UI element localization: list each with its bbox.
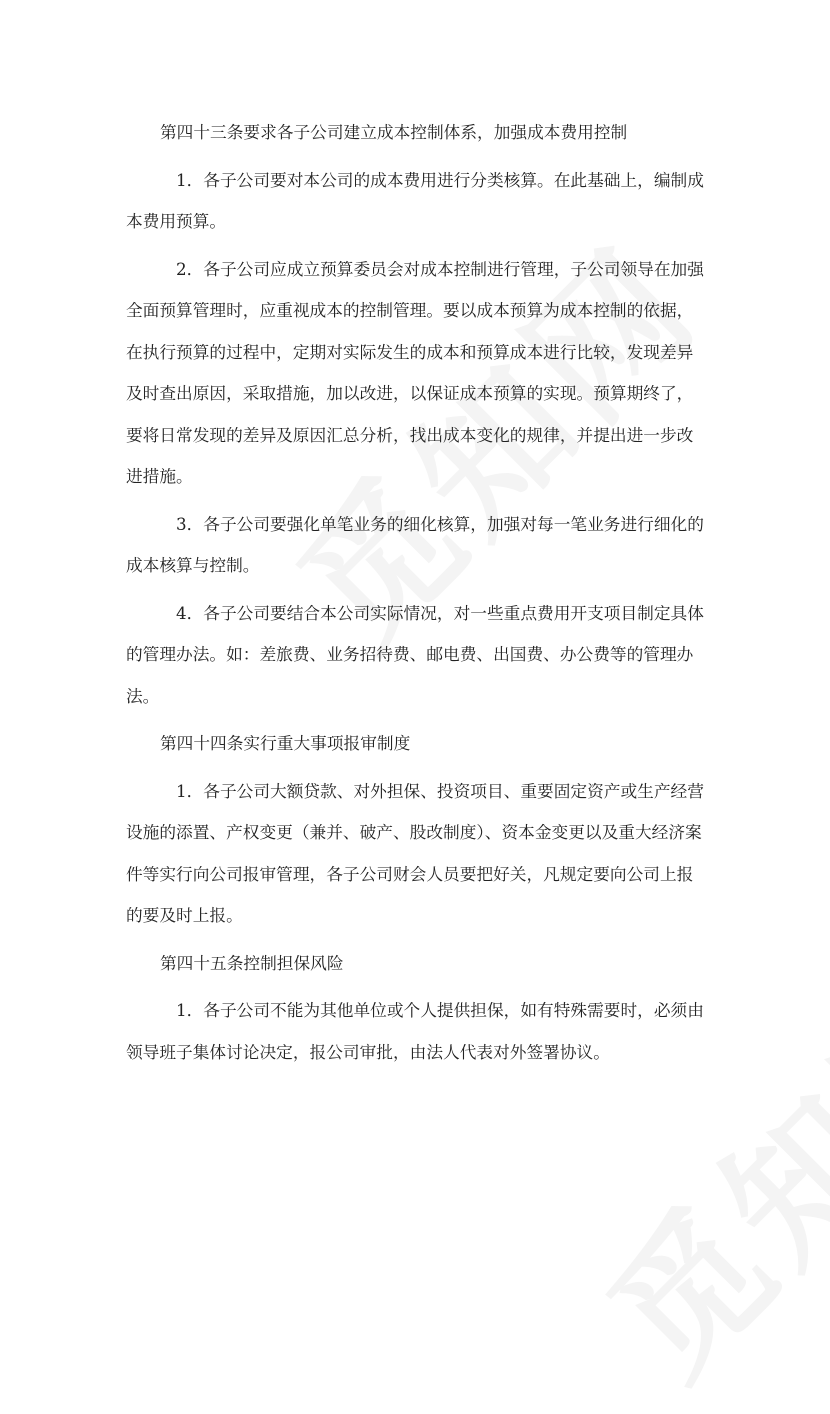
text-line: 成本核算与控制。	[126, 555, 260, 575]
article-45-item-1	[126, 990, 726, 1073]
article-45-heading	[126, 943, 726, 985]
text-line: 第四十四条实行重大事项报审制度	[160, 733, 411, 753]
text-line: 的要及时上报。	[126, 905, 243, 925]
article-43-heading	[126, 112, 726, 154]
text-line: 要将日常发现的差异及原因汇总分析，找出成本变化的规律，并提出进一步改	[126, 424, 694, 445]
text-line: 领导班子集体讨论决定，报公司审批，由法人代表对外签署协议。	[126, 1041, 610, 1062]
text-line: 2．各子公司应成立预算委员会对成本控制进行管理，子公司领导在加强	[176, 258, 704, 279]
text-line: 1．各子公司要对本公司的成本费用进行分类核算。在此基础上，编制成	[176, 169, 704, 190]
text-line: 进措施。	[126, 466, 193, 486]
article-43-item-1	[126, 160, 726, 243]
article-44-heading	[126, 723, 726, 765]
text-line: 第四十三条要求各子公司建立成本控制体系，加强成本费用控制	[160, 122, 628, 142]
article-43-item-2	[126, 249, 726, 498]
text-line: 1．各子公司不能为其他单位或个人提供担保，如有特殊需要时，必须由	[176, 1000, 704, 1020]
text-line: 在执行预算的过程中，定期对实际发生的成本和预算成本进行比较，发现差异	[126, 341, 694, 362]
text-line: 的管理办法。如：差旅费、业务招待费、邮电费、出国费、办公费等的管理办	[126, 644, 694, 664]
text-line: 本费用预算。	[126, 211, 227, 231]
text-line: 3．各子公司要强化单笔业务的细化核算，加强对每一笔业务进行细化的	[176, 513, 704, 534]
article-43-item-3	[126, 504, 726, 587]
text-line: 设施的添置、产权变更（兼并、破产、股改制度）、资本金变更以及重大经济案	[126, 822, 702, 842]
text-line: 1．各子公司大额贷款、对外担保、投资项目、重要固定资产或生产经营	[176, 780, 704, 801]
text-line: 件等实行向公司报审管理，各子公司财会人员要把好关，凡规定要向公司上报	[126, 863, 694, 884]
article-43-item-4	[126, 593, 726, 718]
document-body	[126, 112, 726, 1079]
text-line: 全面预算管理时，应重视成本的控制管理。要以成本预算为成本控制的依据，	[126, 300, 694, 320]
text-line: 4．各子公司要结合本公司实际情况，对一些重点费用开支项目制定具体	[176, 602, 704, 623]
text-line: 及时查出原因，采取措施，加以改进，以保证成本预算的实现。预算期终了，	[126, 383, 694, 403]
text-line: 第四十五条控制担保风险	[160, 952, 344, 973]
text-line: 法。	[126, 685, 160, 706]
article-44-item-1	[126, 771, 726, 937]
